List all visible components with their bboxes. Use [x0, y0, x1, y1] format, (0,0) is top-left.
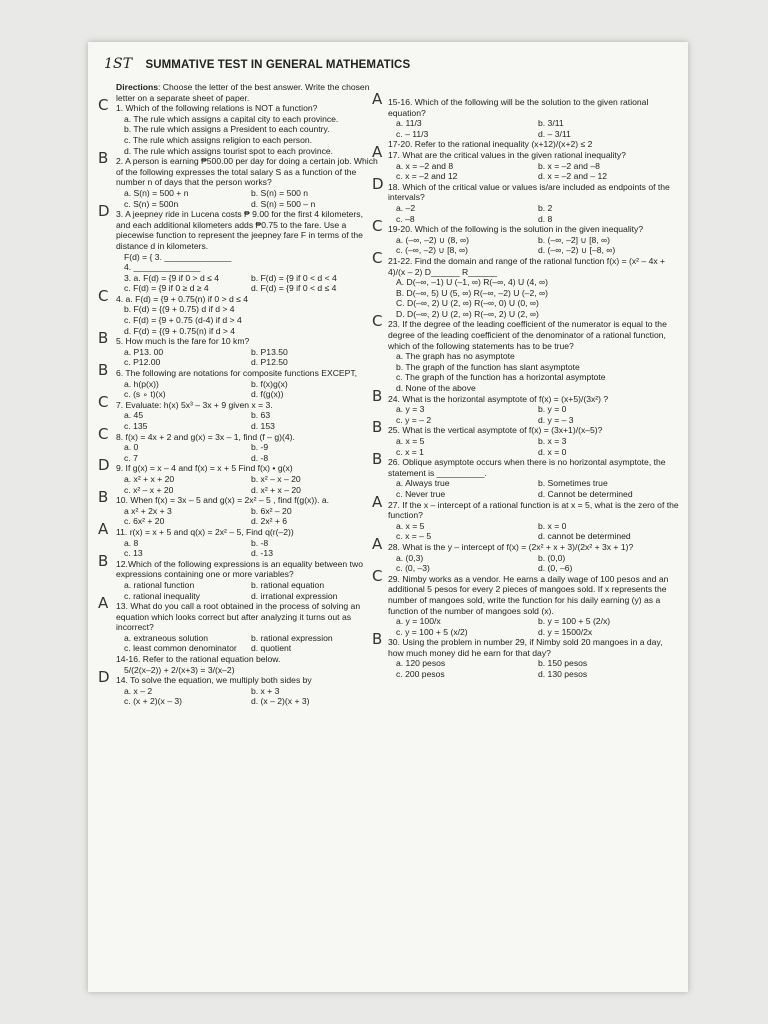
answer-option: c. F(d) = {9 + 0.75 (d-4) if d > 4: [124, 315, 242, 326]
answer-options: [116, 273, 378, 294]
answer-option: a. y = 3: [396, 404, 425, 415]
answer-option: b. F(d) = {(9 + 0.75) d if d > 4: [124, 304, 235, 315]
question-text: 3. A jeepney ride in Lucena costs ₱ 9.00 for the first 4 kilometers, and each additional kilometers adds ₱0.75 to the fare. Use a piecewise function to represent the jeepney fare F in terms of the distance d in kilometers.: [116, 209, 363, 251]
answer-option: a. rational function: [124, 579, 195, 590]
handwritten-answer-mark: A: [98, 594, 109, 613]
answer-options: [116, 347, 378, 368]
answer-option: d. -13: [251, 548, 273, 559]
answer-option: c. The graph of the function has a horizontal asymptote: [396, 372, 606, 383]
answer-option: b. x = 3: [538, 436, 567, 446]
question-text: 23. If the degree of the leading coefficient of the numerator is equal to the degree of the leading coefficient of the denominator of a rational function, which of the following statements has to be true?: [388, 319, 667, 351]
answer-option: d. None of the above: [396, 383, 476, 394]
answer-option: b. 150 pesos: [538, 658, 588, 669]
answer-option: b. 6x² – 20: [251, 505, 292, 516]
answer-options: [388, 404, 680, 425]
directions-label: Directions: [116, 82, 159, 92]
handwritten-answer-mark: D: [98, 456, 110, 475]
answer-option: c. 200 pesos: [396, 669, 445, 680]
answer-option: a. h(p(x)): [124, 378, 159, 389]
question-text: 25. What is the vertical asymptote of f(x) = (3x+1)/(x–5)?: [388, 425, 603, 436]
handwritten-number: 1ST: [104, 56, 133, 72]
answer-option: c. (0, –3): [396, 563, 430, 574]
answer-option: d. x = 0: [538, 446, 567, 457]
answer-options: [116, 114, 378, 156]
answer-options: [116, 633, 378, 654]
handwritten-answer-mark: B: [98, 488, 109, 507]
answer-option: a. 0: [124, 442, 139, 453]
answer-option: d. y = – 3: [538, 414, 574, 425]
answer-options: [388, 203, 680, 224]
answer-option: b. -9: [251, 442, 269, 453]
question-text: 10. When f(x) = 3x – 5 and g(x) = 2x² – 5 , find f(g(x)). a.: [116, 495, 330, 506]
directions-text: : Choose the letter of the best answer. Write the chosen letter on a separate sheet of paper.: [116, 82, 370, 103]
page-title: SUMMATIVE TEST IN GENERAL MATHEMATICS: [145, 59, 411, 71]
question-text: 30. Using the problem in number 29, if Nimby sold 20 mangoes in a day, how much money did he earn for that day?: [388, 637, 663, 658]
answer-option: a. x – 2: [124, 685, 153, 696]
answer-option: a. 11/3: [396, 118, 422, 129]
answer-option: d. cannot be determined: [538, 531, 631, 542]
answer-option: b. F(d) = {9 if 0 < d < 4: [251, 272, 337, 283]
question-item: [98, 96, 378, 156]
answer-option: d. The rule which assigns tourist spot to each province.: [124, 145, 334, 156]
answer-option: a. (–∞, –2) ∪ (8, ∞): [396, 234, 469, 245]
handwritten-answer-mark: B: [372, 418, 383, 437]
answer-option: a. x = 5: [396, 520, 425, 531]
handwritten-answer-mark: B: [372, 630, 383, 649]
answer-option: b. x + 3: [251, 685, 280, 696]
question-text: 1. Which of the following relations is NOT a function?: [116, 103, 318, 114]
answer-options: [388, 553, 680, 574]
answer-option: C. D(–∞, 2) U (2, ∞) R(–∞, 0) U (0, ∞): [396, 298, 539, 309]
page-header: [104, 56, 410, 72]
answer-option: 3. a. F(d) = {9 if 0 > d ≤ 4: [124, 272, 220, 283]
answer-option: a. P13. 00: [124, 346, 164, 357]
answer-option: d. F(d) = {(9 + 0.75(n) if d > 4: [124, 325, 236, 336]
answer-options: [116, 304, 378, 336]
answer-option: d. x² + x – 20: [251, 484, 301, 495]
question-item: [116, 273, 378, 294]
answer-option: d. irrational expression: [251, 590, 338, 601]
answer-options: [116, 686, 378, 707]
answer-option: b. The graph of the function has slant asymptote: [396, 361, 580, 372]
handwritten-answer-mark: B: [372, 386, 383, 405]
answer-options: [388, 478, 680, 499]
answer-option: a. x² + x + 20: [124, 473, 175, 484]
answer-option: c. 7: [124, 452, 138, 463]
handwritten-answer-mark: D: [98, 202, 110, 221]
answer-option: d. y = 1500/2x: [538, 626, 593, 637]
answer-option: c. The rule which assigns religion to each person.: [124, 134, 313, 145]
answer-options: [116, 442, 378, 463]
question-item: [372, 90, 680, 139]
answer-option: c. –8: [396, 213, 415, 224]
answer-options: [388, 235, 680, 256]
answer-options: [116, 580, 378, 601]
answer-options: [116, 538, 378, 559]
handwritten-answer-mark: C: [372, 217, 383, 236]
question-text: 4. a. F(d) = {9 + 0.75(n) if 0 > d ≤ 4: [116, 293, 249, 304]
question-text: 27. If the x – intercept of a rational function is at x = 5, what is the zero of the function?: [388, 499, 679, 521]
answer-option: a. S(n) = 500 + n: [124, 187, 189, 198]
answer-options: [388, 436, 680, 457]
answer-options: [388, 351, 680, 393]
answer-option: b. P13.50: [251, 346, 288, 357]
answer-option: d. quotient: [251, 643, 292, 654]
answer-option: 5/(2(x–2)) + 2/(x+3) = 3/(x–2): [124, 664, 235, 675]
answer-option: c. F(d) = {9 if 0 ≥ d ≥ 4: [124, 283, 209, 294]
answer-option: d. f(g(x)): [251, 389, 284, 400]
question-text: 14. To solve the equation, we multiply both sides by: [116, 675, 312, 686]
answer-option: b. S(n) = 500 n: [251, 187, 309, 198]
question-text: 13. What do you call a root obtained in the process of solving an equation which looks correct but after analyzing it turns out as incorrect?: [116, 601, 361, 633]
answer-option: c. – 11/3: [396, 128, 429, 139]
handwritten-answer-mark: A: [372, 492, 383, 511]
answer-option: b. rational expression: [251, 632, 333, 643]
test-paper: [88, 42, 688, 992]
answer-option: b. x = –2 and –8: [538, 160, 600, 171]
left-column: [98, 82, 378, 707]
answer-option: b. 3/11: [538, 118, 564, 129]
answer-option: d. S(n) = 500 – n: [251, 198, 316, 209]
answer-option: c. (x + 2)(x – 3): [124, 696, 183, 707]
answer-option: d. (0, –6): [538, 563, 573, 574]
answer-options: [116, 188, 378, 209]
handwritten-answer-mark: C: [98, 96, 109, 115]
handwritten-answer-mark: C: [98, 286, 109, 305]
handwritten-answer-mark: B: [372, 450, 383, 469]
answer-option: c. (s ∘ t)(x): [124, 389, 166, 400]
answer-options: [388, 277, 680, 319]
answer-option: F(d) = { 3. ______________: [124, 251, 232, 262]
answer-option: c. x = 1: [396, 446, 424, 457]
answer-option: c. least common denominator: [124, 643, 237, 654]
answer-option: a. y = 100/x: [396, 616, 441, 627]
answer-option: d. – 3/11: [538, 128, 571, 139]
answer-option: c. y = – 2: [396, 414, 432, 425]
handwritten-answer-mark: A: [98, 519, 109, 538]
answer-option: D. D(–∞, 2) U (2, ∞) R(–∞, 2) U (2, ∞): [396, 308, 539, 319]
directions: [116, 82, 378, 103]
question-text: 5. How much is the fare for 10 km?: [116, 336, 250, 347]
answer-option: b. (–∞, –2] ∪ [8, ∞): [538, 234, 611, 245]
answer-option: d. 2x² + 6: [251, 516, 288, 527]
answer-option: c. 6x² + 20: [124, 516, 165, 527]
handwritten-answer-mark: C: [372, 566, 383, 585]
handwritten-answer-mark: C: [372, 312, 383, 331]
answer-option: 4. ______________: [124, 262, 201, 273]
answer-option: a. The rule which assigns a capital city to each province.: [124, 113, 339, 124]
question-text: 21-22. Find the domain and range of the rational function f(x) = (x² – 4x + 4)/(x – 2) D______ R______: [388, 255, 666, 277]
question-text: 6. The following are notations for composite functions EXCEPT,: [116, 368, 358, 379]
answer-option: b. Sometimes true: [538, 478, 608, 489]
answer-option: B. D(–∞, 5) U (5, ∞) R(–∞, –2) U (–2, ∞): [396, 287, 549, 298]
answer-option: b. rational equation: [251, 579, 325, 590]
handwritten-answer-mark: A: [372, 90, 383, 108]
answer-option: a. 45: [124, 410, 144, 421]
question-text: 14-16. Refer to the rational equation below.: [116, 654, 281, 665]
answer-option: b. x² – x – 20: [251, 473, 301, 484]
answer-option: b. y = 0: [538, 404, 567, 415]
handwritten-answer-mark: D: [98, 668, 110, 687]
answer-options: [116, 379, 378, 400]
answer-options: [388, 118, 680, 139]
answer-option: d. (x – 2)(x + 3): [251, 696, 310, 707]
answer-option: a. extraneous solution: [124, 632, 209, 643]
question-text: 28. What is the y – intercept of f(x) = (2x² + x + 3)/(2x² + 3x + 1)?: [388, 541, 634, 552]
question-text: 11. r(x) = x + 5 and q(x) = 2x² – 5, Find q(r(–2)): [116, 526, 294, 537]
answer-option: a. x = –2 and 8: [396, 160, 454, 171]
answer-option: b. 63: [251, 410, 271, 421]
answer-option: d. Cannot be determined: [538, 488, 633, 499]
answer-option: c. x = –2 and 12: [396, 171, 458, 182]
question-text: 24. What is the horizontal asymptote of f(x) = (x+5)/(3x²) ?: [388, 393, 609, 404]
question-item: [388, 139, 680, 150]
question-text: 9. If g(x) = x – 4 and f(x) = x + 5 Find f(x) • g(x): [116, 463, 293, 474]
answer-option: c. S(n) = 500n: [124, 198, 179, 209]
answer-option: c. 13: [124, 548, 143, 559]
handwritten-answer-mark: B: [98, 551, 109, 570]
answer-option: b. y = 100 + 5 (2/x): [538, 616, 611, 627]
answer-option: d. (–∞, –2) ∪ [–8, ∞): [538, 245, 616, 256]
answer-option: c. P12.00: [124, 357, 161, 368]
answer-option: b. 2: [538, 202, 553, 213]
answer-options: [116, 665, 378, 676]
answer-option: c. (–∞, –2) ∪ [8, ∞): [396, 245, 469, 256]
answer-option: b. The rule which assigns a President to each country.: [124, 124, 330, 135]
answer-option: c. 135: [124, 421, 148, 431]
answer-option: a. 120 pesos: [396, 658, 446, 669]
answer-options: [388, 161, 680, 182]
answer-option: c. y = 100 + 5 (x/2): [396, 626, 468, 637]
handwritten-answer-mark: B: [98, 149, 109, 168]
answer-option: d. F(d) = {9 if 0 < d ≤ 4: [251, 283, 337, 294]
question-text: 26. Oblique asymptote occurs when there is no horizontal asymptote, the statement is __________.: [388, 457, 666, 478]
answer-option: c. Never true: [396, 488, 446, 499]
answer-options: [116, 474, 378, 495]
answer-option: c. rational inequality: [124, 590, 200, 601]
answer-option: a. x = 5: [396, 436, 425, 446]
answer-option: b. -8: [251, 537, 269, 548]
handwritten-answer-mark: C: [98, 392, 109, 411]
answer-option: d. 153: [251, 421, 275, 431]
question-text: 8. f(x) = 4x + 2 and g(x) = 3x – 1, find (f – g)(4).: [116, 431, 295, 442]
answer-option: b. f(x)g(x): [251, 378, 288, 389]
question-item: [116, 654, 378, 675]
question-text: 29. Nimby works as a vendor. He earns a daily wage of 100 pesos and an additional 5 pesos for every 2 pieces of mangoes sold. If x represents the number of mangoes sold, write the function for his daily earning (y) as a function of the number of mangoes sold (x).: [388, 573, 669, 616]
handwritten-answer-mark: B: [98, 329, 109, 348]
answer-option: d. 8: [538, 213, 553, 224]
question-text: 7. Evaluate: h(x) 5x³ – 3x + 9 given x = 3.: [116, 399, 273, 410]
answer-options: [388, 658, 680, 679]
handwritten-answer-mark: A: [372, 142, 383, 161]
answer-options: [388, 521, 680, 542]
question-text: 19-20. Which of the following is the solution in the given inequality?: [388, 224, 644, 235]
answer-option: a. Always true: [396, 478, 450, 489]
answer-option: d. 130 pesos: [538, 669, 588, 680]
handwritten-answer-mark: C: [98, 424, 109, 443]
answer-option: a x² + 2x + 3: [124, 505, 172, 516]
answer-option: a. (0,3): [396, 552, 424, 563]
question-text: 15-16. Which of the following will be the solution to the given rational equation?: [388, 97, 649, 118]
answer-option: a. –2: [396, 202, 416, 213]
answer-option: A. D(–∞, –1) U (–1, ∞) R(–∞, 4) U (4, ∞): [396, 277, 549, 288]
answer-option: b. (0,0): [538, 552, 566, 563]
answer-option: c. x = – 5: [396, 531, 432, 542]
answer-option: d. P12.50: [251, 357, 288, 368]
answer-option: c. x² – x + 20: [124, 484, 174, 495]
handwritten-answer-mark: D: [372, 174, 384, 193]
handwritten-answer-mark: A: [372, 534, 383, 553]
answer-options: [116, 506, 378, 527]
answer-options: [388, 616, 680, 637]
handwritten-answer-mark: B: [98, 361, 109, 380]
answer-options: [116, 410, 378, 431]
answer-option: d. x = –2 and – 12: [538, 171, 608, 182]
handwritten-answer-mark: C: [372, 248, 383, 267]
answer-option: d. -8: [251, 452, 269, 463]
right-column: [372, 90, 680, 680]
question-text: 17. What are the critical values in the given rational inequality?: [388, 149, 626, 160]
answer-option: a. 8: [124, 537, 139, 548]
question-text: 17-20. Refer to the rational inequality (x+12)/(x+2) ≤ 2: [388, 139, 593, 150]
answer-option: b. x = 0: [538, 520, 567, 531]
answer-option: a. The graph has no asymptote: [396, 351, 515, 362]
question-text: 18. Which of the critical value or values is/are included as endpoints of the intervals?: [388, 181, 670, 203]
answer-options: [116, 252, 378, 273]
question-text: 2. A person is earning ₱500.00 per day for doing a certain job. Which of the following expresses the total salary S as a function of the number n of days that the person works?: [116, 156, 378, 188]
question-text: 12.Which of the following expressions is an equality between two expressions containing one or more variables?: [116, 558, 363, 580]
